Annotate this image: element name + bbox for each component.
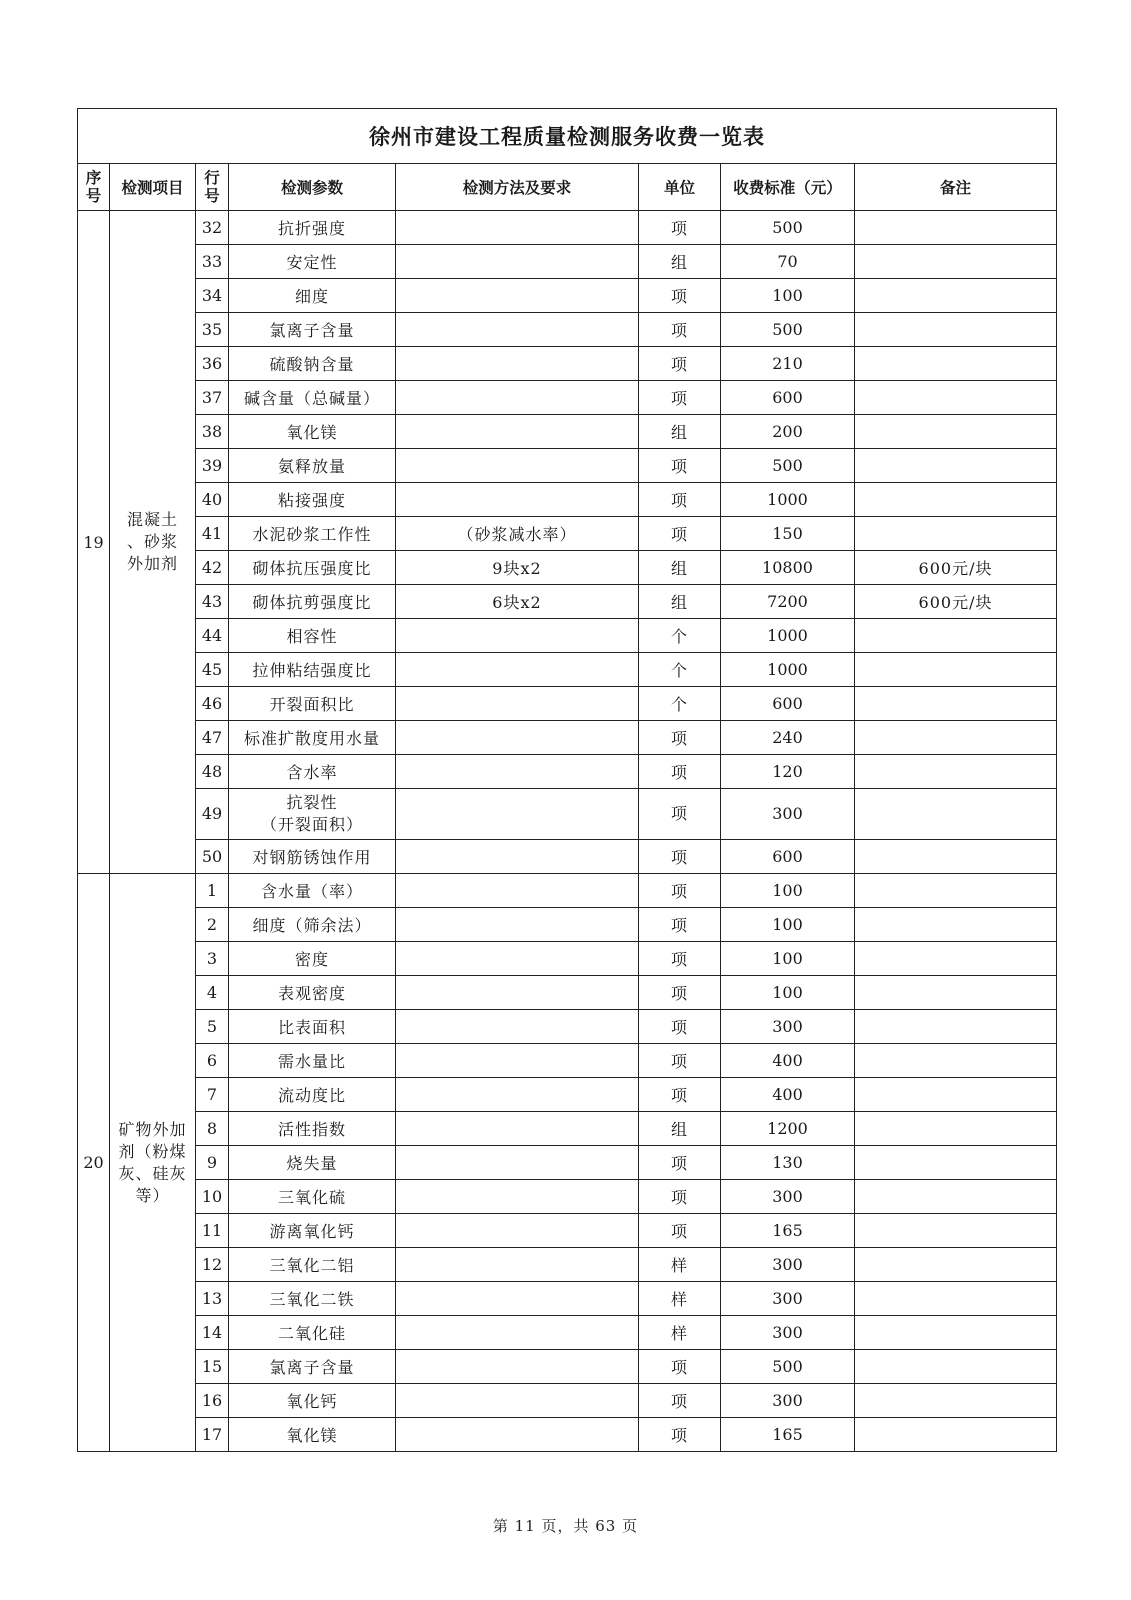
method-cell [396, 1282, 639, 1316]
row-no-cell: 44 [196, 619, 229, 653]
table-row [78, 1418, 1057, 1452]
table-row [78, 449, 1057, 483]
note-cell [855, 1146, 1057, 1180]
method-cell [396, 313, 639, 347]
unit-cell: 项 [639, 1044, 721, 1078]
table-row [78, 1180, 1057, 1214]
price-cell: 165 [721, 1418, 855, 1452]
price-cell: 70 [721, 245, 855, 279]
table-body [78, 211, 1057, 1452]
unit-cell: 样 [639, 1282, 721, 1316]
note-cell [855, 1044, 1057, 1078]
note-cell [855, 245, 1057, 279]
fee-table [77, 108, 1057, 1452]
table-row [78, 279, 1057, 313]
row-no-cell: 7 [196, 1078, 229, 1112]
unit-cell: 个 [639, 653, 721, 687]
header-unit: 单位 [639, 164, 721, 211]
price-cell: 400 [721, 1044, 855, 1078]
note-cell [855, 908, 1057, 942]
method-cell [396, 687, 639, 721]
method-cell [396, 483, 639, 517]
note-cell [855, 279, 1057, 313]
page-footer: 第 11 页，共 63 页 [492, 1517, 639, 1535]
unit-cell: 项 [639, 721, 721, 755]
price-cell: 300 [721, 1180, 855, 1214]
table-row [78, 245, 1057, 279]
method-cell: 6块x2 [396, 585, 639, 619]
row-no-cell: 9 [196, 1146, 229, 1180]
unit-cell: 个 [639, 687, 721, 721]
row-no-cell: 33 [196, 245, 229, 279]
method-cell [396, 1350, 639, 1384]
method-cell [396, 789, 639, 840]
price-cell: 150 [721, 517, 855, 551]
note-cell [855, 381, 1057, 415]
header-row-no: 行 号 [196, 164, 229, 211]
price-cell: 300 [721, 789, 855, 840]
note-cell [855, 840, 1057, 874]
param-cell: 三氧化硫 [229, 1180, 396, 1214]
unit-cell: 项 [639, 1418, 721, 1452]
table-row [78, 1214, 1057, 1248]
price-cell: 100 [721, 976, 855, 1010]
unit-cell: 项 [639, 840, 721, 874]
unit-cell: 组 [639, 1112, 721, 1146]
note-cell [855, 211, 1057, 245]
method-cell [396, 874, 639, 908]
method-cell [396, 1418, 639, 1452]
note-cell [855, 313, 1057, 347]
method-cell [396, 653, 639, 687]
row-no-cell: 48 [196, 755, 229, 789]
unit-cell: 项 [639, 1214, 721, 1248]
row-no-cell: 4 [196, 976, 229, 1010]
method-cell [396, 245, 639, 279]
param-cell: 相容性 [229, 619, 396, 653]
header-seq: 序 号 [78, 164, 110, 211]
price-cell: 130 [721, 1146, 855, 1180]
method-cell [396, 908, 639, 942]
table-row [78, 1384, 1057, 1418]
param-cell: 砌体抗压强度比 [229, 551, 396, 585]
table-row [78, 942, 1057, 976]
method-cell [396, 1214, 639, 1248]
param-cell: 砌体抗剪强度比 [229, 585, 396, 619]
price-cell: 300 [721, 1010, 855, 1044]
unit-cell: 项 [639, 1146, 721, 1180]
note-cell [855, 483, 1057, 517]
row-no-cell: 42 [196, 551, 229, 585]
price-cell: 500 [721, 449, 855, 483]
price-cell: 500 [721, 313, 855, 347]
note-cell [855, 976, 1057, 1010]
header-item: 检测项目 [110, 164, 196, 211]
unit-cell: 项 [639, 347, 721, 381]
row-no-cell: 46 [196, 687, 229, 721]
note-cell [855, 1078, 1057, 1112]
header-param: 检测参数 [229, 164, 396, 211]
method-cell [396, 619, 639, 653]
unit-cell: 项 [639, 755, 721, 789]
table-row [78, 1010, 1057, 1044]
note-cell [855, 1316, 1057, 1350]
price-cell: 1000 [721, 653, 855, 687]
unit-cell: 项 [639, 1078, 721, 1112]
row-no-cell: 12 [196, 1248, 229, 1282]
header-price: 收费标准（元） [721, 164, 855, 211]
param-cell: 含水量（率） [229, 874, 396, 908]
group-name-cell: 混凝土 、砂浆 外加剂 [110, 211, 196, 874]
unit-cell: 项 [639, 908, 721, 942]
row-no-cell: 47 [196, 721, 229, 755]
table-row [78, 415, 1057, 449]
unit-cell: 项 [639, 517, 721, 551]
method-cell: 9块x2 [396, 551, 639, 585]
row-no-cell: 6 [196, 1044, 229, 1078]
unit-cell: 组 [639, 585, 721, 619]
method-cell [396, 449, 639, 483]
row-no-cell: 13 [196, 1282, 229, 1316]
unit-cell: 项 [639, 942, 721, 976]
method-cell [396, 1146, 639, 1180]
price-cell: 165 [721, 1214, 855, 1248]
method-cell [396, 1180, 639, 1214]
param-cell: 氯离子含量 [229, 1350, 396, 1384]
table-title: 徐州市建设工程质量检测服务收费一览表 [78, 109, 1057, 164]
param-cell: 抗折强度 [229, 211, 396, 245]
table-row [78, 381, 1057, 415]
row-no-cell: 39 [196, 449, 229, 483]
unit-cell: 样 [639, 1316, 721, 1350]
method-cell [396, 1010, 639, 1044]
row-no-cell: 35 [196, 313, 229, 347]
unit-cell: 项 [639, 313, 721, 347]
row-no-cell: 1 [196, 874, 229, 908]
unit-cell: 项 [639, 279, 721, 313]
row-no-cell: 45 [196, 653, 229, 687]
method-cell [396, 211, 639, 245]
param-cell: 碱含量（总碱量） [229, 381, 396, 415]
param-cell: 标准扩散度用水量 [229, 721, 396, 755]
unit-cell: 项 [639, 1180, 721, 1214]
method-cell [396, 347, 639, 381]
table-row [78, 908, 1057, 942]
price-cell: 10800 [721, 551, 855, 585]
price-cell: 120 [721, 755, 855, 789]
unit-cell: 项 [639, 874, 721, 908]
unit-cell: 项 [639, 483, 721, 517]
param-cell: 氯离子含量 [229, 313, 396, 347]
price-cell: 400 [721, 1078, 855, 1112]
table-row [78, 313, 1057, 347]
table-row [78, 1044, 1057, 1078]
method-cell [396, 1044, 639, 1078]
unit-cell: 组 [639, 245, 721, 279]
param-cell: 对钢筋锈蚀作用 [229, 840, 396, 874]
row-no-cell: 40 [196, 483, 229, 517]
unit-cell: 项 [639, 976, 721, 1010]
param-cell: 抗裂性 （开裂面积） [229, 789, 396, 840]
table-row [78, 840, 1057, 874]
param-cell: 烧失量 [229, 1146, 396, 1180]
table-row [78, 619, 1057, 653]
param-cell: 水泥砂浆工作性 [229, 517, 396, 551]
method-cell: （砂浆减水率） [396, 517, 639, 551]
price-cell: 7200 [721, 585, 855, 619]
table-row [78, 653, 1057, 687]
param-cell: 三氧化二铝 [229, 1248, 396, 1282]
note-cell [855, 1384, 1057, 1418]
row-no-cell: 50 [196, 840, 229, 874]
header-method: 检测方法及要求 [396, 164, 639, 211]
table-row [78, 517, 1057, 551]
row-no-cell: 5 [196, 1010, 229, 1044]
table-row [78, 721, 1057, 755]
table-row [78, 551, 1057, 585]
row-no-cell: 49 [196, 789, 229, 840]
param-cell: 活性指数 [229, 1112, 396, 1146]
table-row [78, 1112, 1057, 1146]
unit-cell: 项 [639, 449, 721, 483]
note-cell: 600元/块 [855, 551, 1057, 585]
table-row [78, 1146, 1057, 1180]
unit-cell: 个 [639, 619, 721, 653]
note-cell [855, 347, 1057, 381]
header-row [78, 164, 1057, 211]
price-cell: 1000 [721, 483, 855, 517]
group-seq-cell: 19 [78, 211, 110, 874]
price-cell: 600 [721, 840, 855, 874]
price-cell: 100 [721, 279, 855, 313]
method-cell [396, 279, 639, 313]
price-cell: 300 [721, 1316, 855, 1350]
param-cell: 细度（筛余法） [229, 908, 396, 942]
note-cell [855, 1248, 1057, 1282]
param-cell: 游离氧化钙 [229, 1214, 396, 1248]
title-row [78, 109, 1057, 164]
table-row [78, 755, 1057, 789]
note-cell [855, 1350, 1057, 1384]
note-cell [855, 653, 1057, 687]
param-cell: 氧化镁 [229, 415, 396, 449]
method-cell [396, 942, 639, 976]
note-cell [855, 1112, 1057, 1146]
note-cell [855, 1282, 1057, 1316]
unit-cell: 项 [639, 381, 721, 415]
row-no-cell: 11 [196, 1214, 229, 1248]
note-cell [855, 755, 1057, 789]
note-cell [855, 789, 1057, 840]
param-cell: 安定性 [229, 245, 396, 279]
method-cell [396, 1384, 639, 1418]
unit-cell: 组 [639, 551, 721, 585]
row-no-cell: 38 [196, 415, 229, 449]
method-cell [396, 1078, 639, 1112]
price-cell: 240 [721, 721, 855, 755]
row-no-cell: 2 [196, 908, 229, 942]
header-note: 备注 [855, 164, 1057, 211]
param-cell: 含水率 [229, 755, 396, 789]
table-row [78, 687, 1057, 721]
table-row [78, 1078, 1057, 1112]
param-cell: 需水量比 [229, 1044, 396, 1078]
table-row [78, 1282, 1057, 1316]
table-row [78, 874, 1057, 908]
unit-cell: 项 [639, 789, 721, 840]
method-cell [396, 721, 639, 755]
row-no-cell: 3 [196, 942, 229, 976]
price-cell: 500 [721, 1350, 855, 1384]
row-no-cell: 15 [196, 1350, 229, 1384]
param-cell: 拉伸粘结强度比 [229, 653, 396, 687]
note-cell [855, 687, 1057, 721]
note-cell [855, 942, 1057, 976]
unit-cell: 项 [639, 1010, 721, 1044]
row-no-cell: 17 [196, 1418, 229, 1452]
row-no-cell: 37 [196, 381, 229, 415]
note-cell [855, 1418, 1057, 1452]
param-cell: 开裂面积比 [229, 687, 396, 721]
note-cell [855, 517, 1057, 551]
method-cell [396, 976, 639, 1010]
note-cell [855, 1180, 1057, 1214]
group-seq-cell: 20 [78, 874, 110, 1452]
table-row [78, 211, 1057, 245]
price-cell: 100 [721, 874, 855, 908]
price-cell: 1200 [721, 1112, 855, 1146]
price-cell: 600 [721, 381, 855, 415]
price-cell: 500 [721, 211, 855, 245]
table-row [78, 1350, 1057, 1384]
price-cell: 600 [721, 687, 855, 721]
row-no-cell: 8 [196, 1112, 229, 1146]
param-cell: 密度 [229, 942, 396, 976]
param-cell: 氧化钙 [229, 1384, 396, 1418]
note-cell [855, 415, 1057, 449]
table-row [78, 483, 1057, 517]
table-row [78, 1248, 1057, 1282]
unit-cell: 组 [639, 415, 721, 449]
row-no-cell: 41 [196, 517, 229, 551]
row-no-cell: 32 [196, 211, 229, 245]
note-cell [855, 1214, 1057, 1248]
param-cell: 比表面积 [229, 1010, 396, 1044]
param-cell: 二氧化硅 [229, 1316, 396, 1350]
price-cell: 100 [721, 942, 855, 976]
table-row [78, 789, 1057, 840]
param-cell: 氨释放量 [229, 449, 396, 483]
row-no-cell: 16 [196, 1384, 229, 1418]
note-cell [855, 1010, 1057, 1044]
note-cell [855, 449, 1057, 483]
note-cell [855, 721, 1057, 755]
row-no-cell: 34 [196, 279, 229, 313]
method-cell [396, 1316, 639, 1350]
table-row [78, 1316, 1057, 1350]
param-cell: 流动度比 [229, 1078, 396, 1112]
table-row [78, 585, 1057, 619]
row-no-cell: 43 [196, 585, 229, 619]
price-cell: 100 [721, 908, 855, 942]
param-cell: 细度 [229, 279, 396, 313]
price-cell: 300 [721, 1248, 855, 1282]
param-cell: 粘接强度 [229, 483, 396, 517]
price-cell: 210 [721, 347, 855, 381]
unit-cell: 项 [639, 1384, 721, 1418]
note-cell: 600元/块 [855, 585, 1057, 619]
table-row [78, 347, 1057, 381]
method-cell [396, 1248, 639, 1282]
row-no-cell: 14 [196, 1316, 229, 1350]
method-cell [396, 415, 639, 449]
row-no-cell: 10 [196, 1180, 229, 1214]
param-cell: 氧化镁 [229, 1418, 396, 1452]
method-cell [396, 1112, 639, 1146]
param-cell: 表观密度 [229, 976, 396, 1010]
note-cell [855, 874, 1057, 908]
param-cell: 硫酸钠含量 [229, 347, 396, 381]
unit-cell: 项 [639, 1350, 721, 1384]
price-cell: 300 [721, 1384, 855, 1418]
method-cell [396, 381, 639, 415]
method-cell [396, 840, 639, 874]
param-cell: 三氧化二铁 [229, 1282, 396, 1316]
unit-cell: 样 [639, 1248, 721, 1282]
unit-cell: 项 [639, 211, 721, 245]
table-row [78, 976, 1057, 1010]
price-cell: 1000 [721, 619, 855, 653]
row-no-cell: 36 [196, 347, 229, 381]
group-name-cell: 矿物外加 剂（粉煤 灰、硅灰 等） [110, 874, 196, 1452]
method-cell [396, 755, 639, 789]
price-cell: 200 [721, 415, 855, 449]
note-cell [855, 619, 1057, 653]
price-cell: 300 [721, 1282, 855, 1316]
